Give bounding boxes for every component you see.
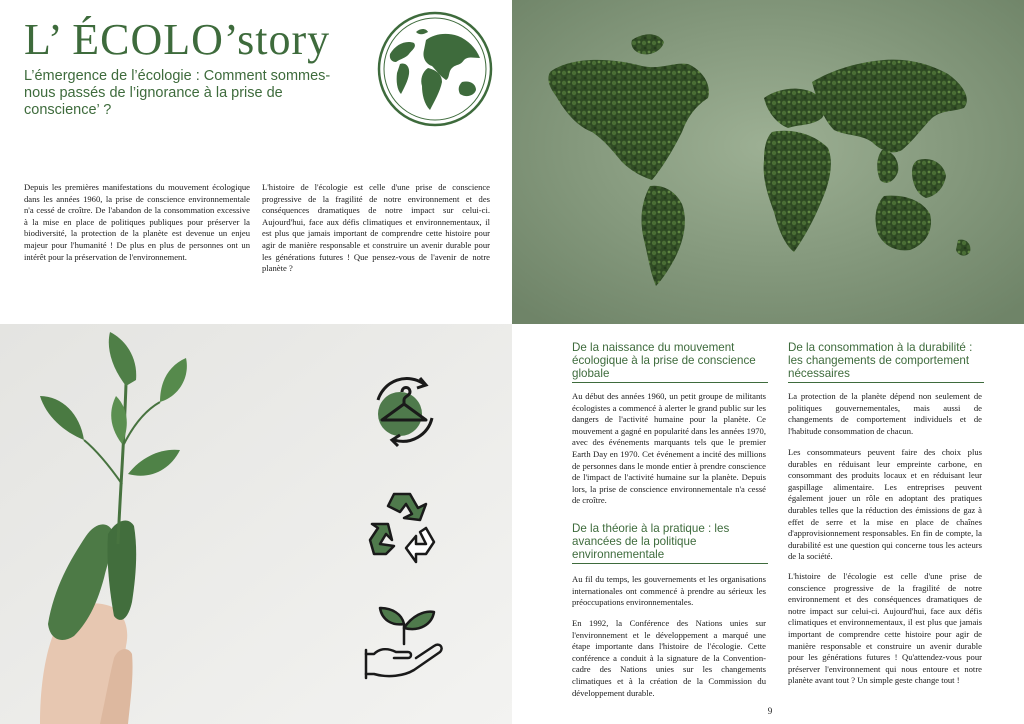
page-subtitle: L’émergence de l’écologie : Comment sommes-nous passés de l’ignorance à la prise de conscience’ ? xyxy=(24,68,331,118)
seedling-hand-icon xyxy=(360,600,440,680)
section-consommation-body-1: La protection de la planète dépend non seulement de politiques gouvernementales, mais aussi de changements de comportement individuels et de l'habitude consommation de chacun. xyxy=(788,391,982,436)
page-number: 9 xyxy=(767,706,773,716)
intro-paragraph-1: Depuis les premières manifestations du mouvement écologique dans les années 1960, la prise de conscience environnementale n'a cessé de croître. De l'abandon de la consommation excessive à la mise en place de politiques publiques pour préserver la biodiversité, la protection de la planète est devenue un enjeu majeur pour l'humanité ! De plus en plus de personnes ont un intérêt pour la préservation de l'environnement. xyxy=(24,182,250,262)
section-consommation-body-2: Les consommateurs peuvent faire des choix plus durables en réduisant leur empreinte carbone, en consommant des produits locaux et en réduisant leur gaspillage alimentaire. Les entreprises peuvent également jouer un rôle en adoptant des pratiques durables telles que la réduction des émissions de gaz à effet de serre et la mise en place de chaînes d'approvisionnement responsables. En fin de compte, la durabilité est une question qui concerne tous les acteurs de la société. xyxy=(788,447,982,562)
section-theorie-body-1: Au fil du temps, les gouvernements et les organisations internationales ont commencé à prendre au sérieux les préoccupations environnementales. xyxy=(572,574,766,608)
section-theorie-body-2: En 1992, la Conférence des Nations unies sur l'environnement et le développement a marqué une étape importante dans l'histoire de l'écologie. Cette conférence a conduit à la signature de la Convention-cadre des Nations unies sur les changements climatiques et à la création de la Commission du développement durable. xyxy=(572,618,766,698)
hanger-recycle-icon xyxy=(364,370,444,450)
section-consommation-body-3: L'histoire de l'écologie est celle d'une prise de conscience progressive de la fragilité de notre environnement et des conséquences dramatiques de notre impact sur celui-ci. Aujourd'hui, face aux défis climatiques et environnementaux, il est plus que jamais important de comprendre cette histoire pour agir de manière responsable et construire un avenir durable pour les générations futures ! Qu'attendez-vous pour préserver l'environnement qui nous entoure et notre planète avant tout ? Un simple geste change tout ! xyxy=(788,571,982,686)
section-heading-consommation: De la consommation à la durabilité : les changements de comportement nécessaires xyxy=(788,341,984,383)
section-heading-theorie: De la théorie à la pratique : les avancées de la politique environnementale xyxy=(572,522,768,564)
section-heading-naissance: De la naissance du mouvement écologique à la prise de conscience globale xyxy=(572,341,768,383)
recycle-icon xyxy=(364,484,444,564)
page-title: L’ ÉCOLO’story xyxy=(24,15,331,64)
intro-paragraph-2: L'histoire de l'écologie est celle d'une prise de conscience progressive de la fragilité de notre environnement et des conséquences dramatiques de notre impact sur celui-ci. Aujourd'hui, face aux défis climatiques et environnementaux, il est plus que jamais important de comprendre cette histoire pour agir de manière responsable et construire un avenir durable pour les générations futures ! Que pensez-vous de l'avenir de notre planète ? xyxy=(262,182,490,274)
moss-world-map-photo xyxy=(512,0,1024,324)
section-naissance-body: Au début des années 1960, un petit groupe de militants écologistes a commencé à alerter le grand public sur les dangers de l'activité humaine pour la planète. Ce mouvement a gagné en popularité dans les années 1970, avec des événements marquants tels que le premier Earth Day en 1970. Cet événement a incité des millions de personnes dans le monde entier à prendre conscience de l'impact de l'activité humaine sur la planète. Depuis lors, la prise de conscience environnementale n'a cessé de croître. xyxy=(572,391,766,506)
globe-icon xyxy=(376,10,494,128)
